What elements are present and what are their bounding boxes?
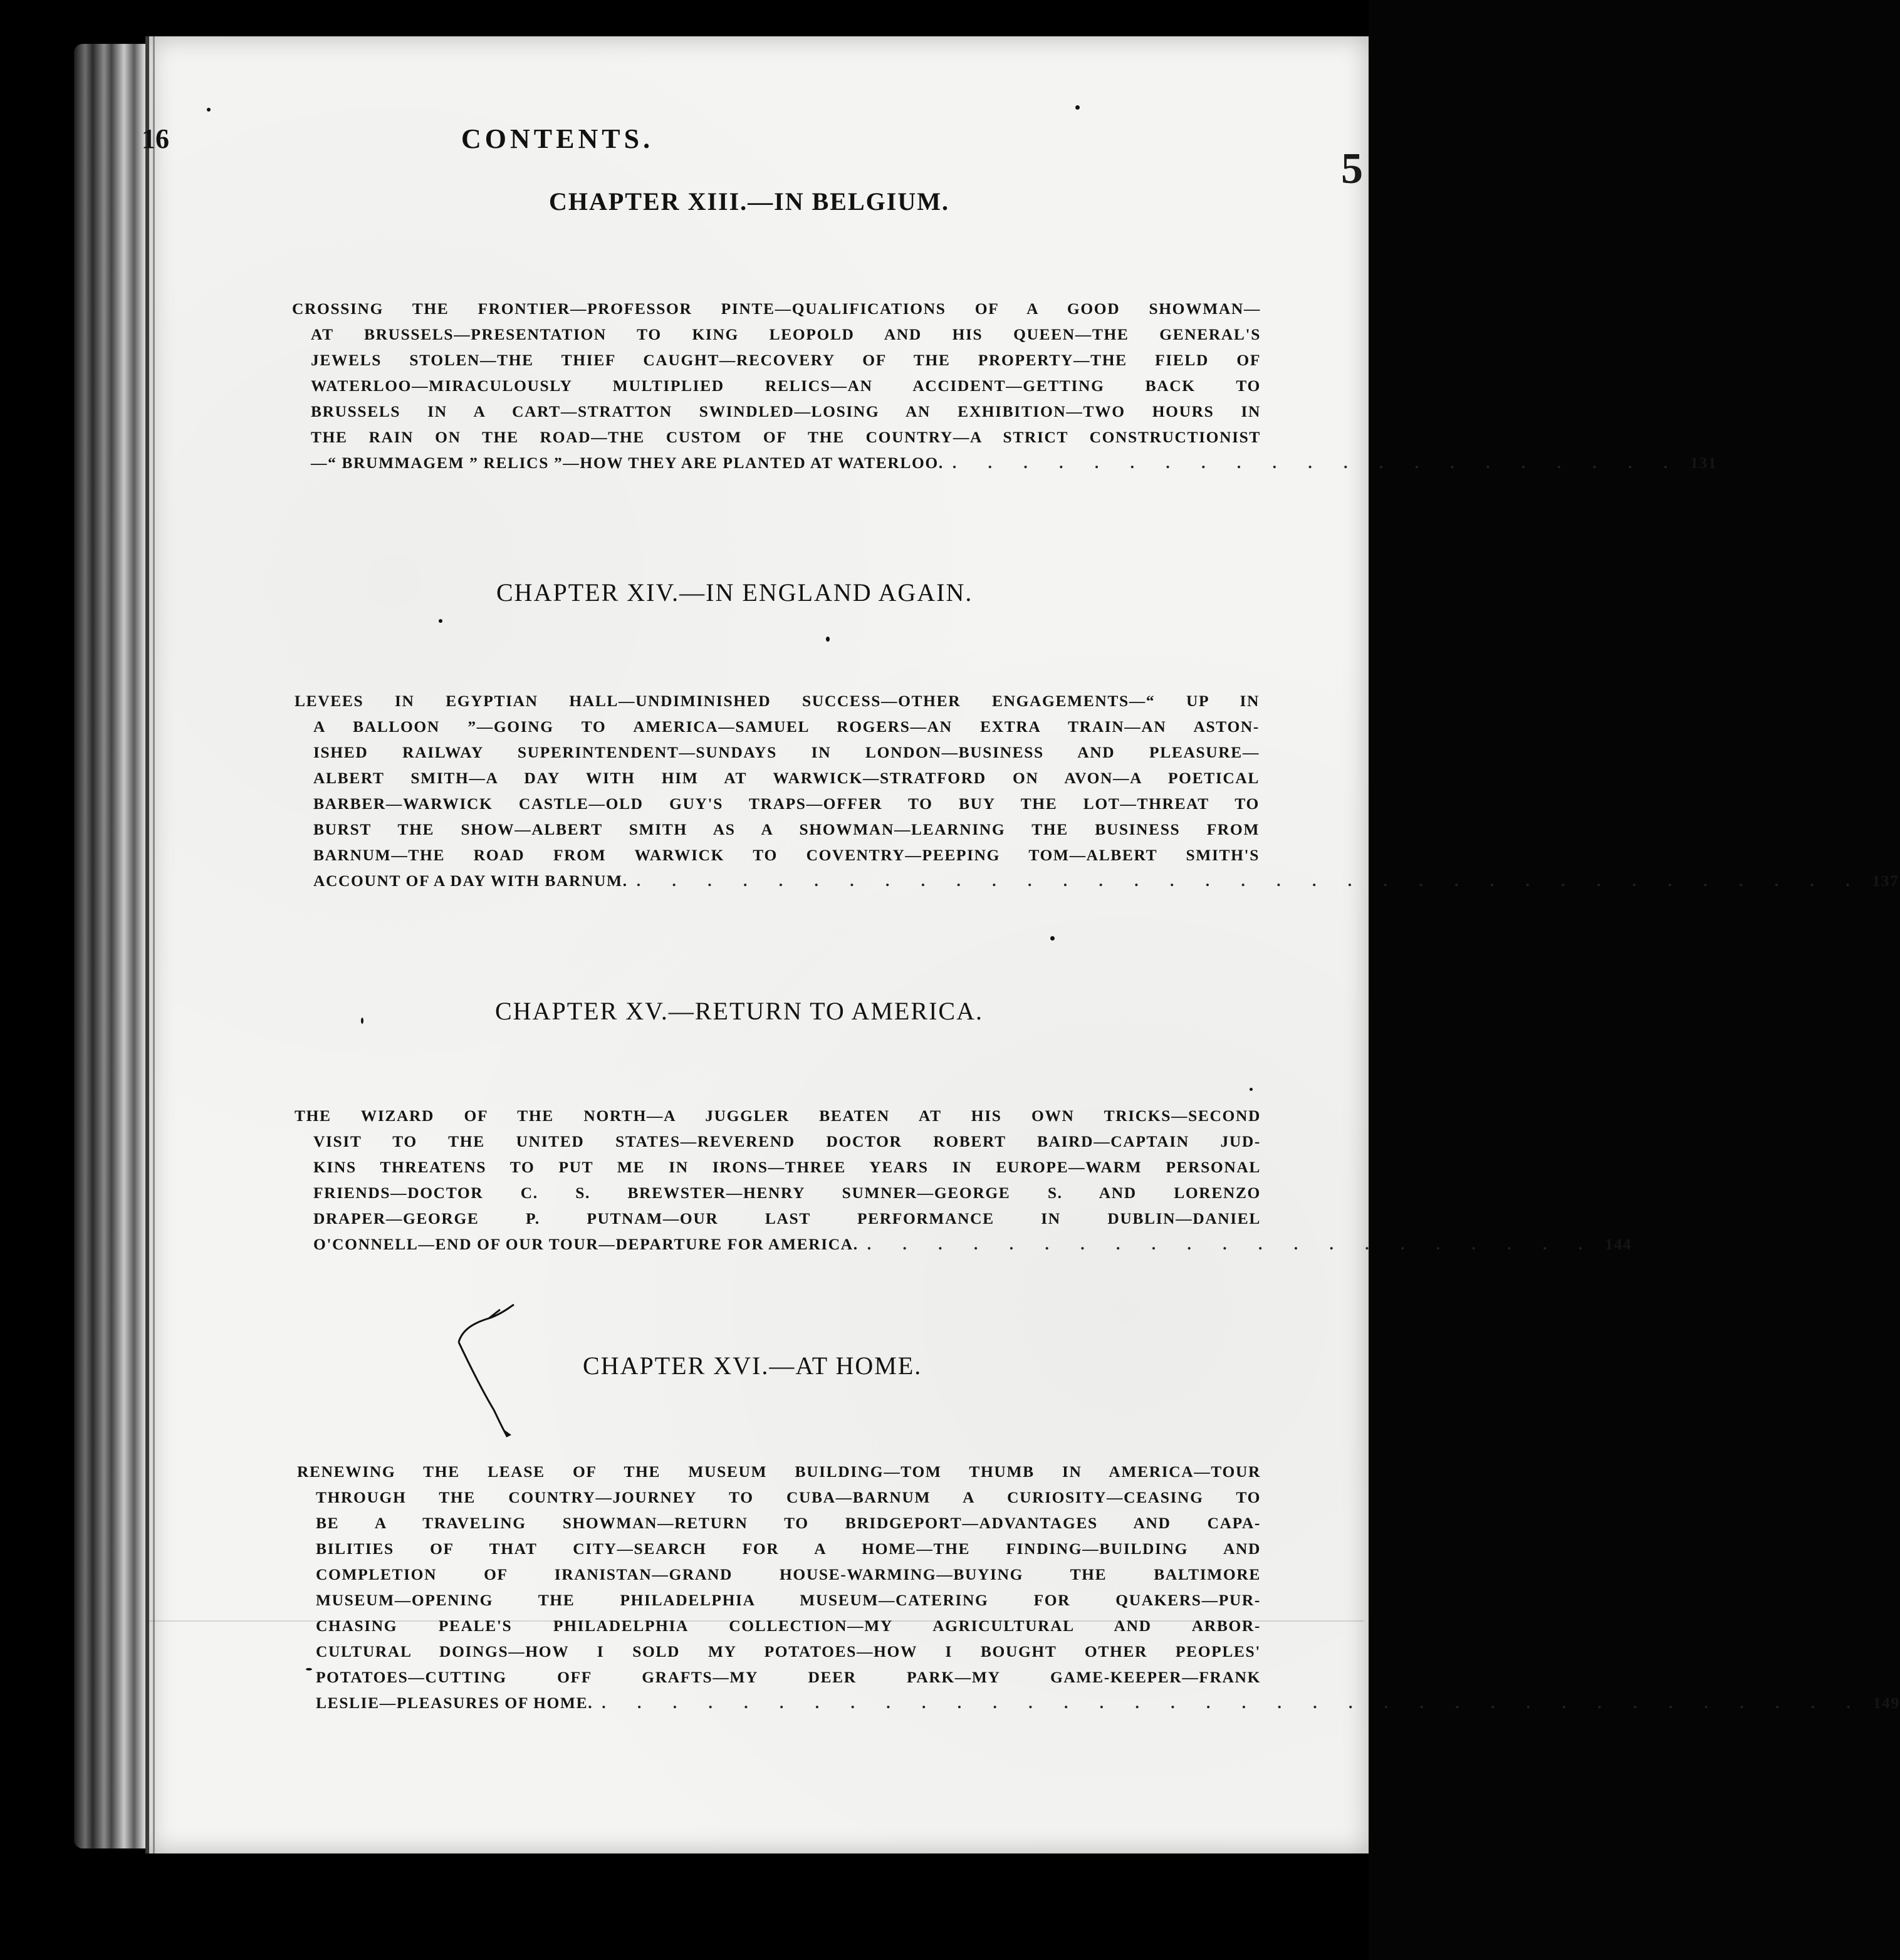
chapter-synopsis [297, 1459, 1900, 1716]
synopsis-line: THROUGH THE COUNTRY—JOURNEY TO CUBA—BARNUM A CURIOSITY—CEASING TO [316, 1488, 1261, 1506]
chapter-page-number: 131 [1690, 454, 1718, 472]
running-head: CONTENTS. [461, 123, 654, 154]
synopsis-line: WATERLOO—MIRACULOUSLY MULTIPLIED RELICS—AN ACCIDENT—GETTING BACK TO [311, 377, 1261, 395]
dot-leader: . . . . . . . . . . . . . . . . . . . . . [867, 1235, 1597, 1253]
scan-speck [306, 1668, 312, 1671]
chapter-synopsis [295, 688, 1899, 894]
scan-speck [1050, 936, 1055, 941]
page-number: 16 [142, 123, 169, 154]
synopsis-line: ISHED RAILWAY SUPERINTENDENT—SUNDAYS IN LONDON—BUSINESS AND PLEASURE— [313, 743, 1260, 761]
chapter-synopsis [295, 1103, 1632, 1257]
chapter-heading: CHAPTER XV.—RETURN TO AMERICA. [495, 997, 983, 1025]
synopsis-line: COMPLETION OF IRANISTAN—GRAND HOUSE-WARMING—BUYING THE BALTIMORE [316, 1565, 1261, 1583]
synopsis-line: A BALLOON ”—GOING TO AMERICA—SAMUEL ROGERS—AN EXTRA TRAIN—AN ASTON- [313, 717, 1260, 736]
synopsis-last-line [311, 450, 1718, 476]
synopsis-line: RENEWING THE LEASE OF THE MUSEUM BUILDING—TOM THUMB IN AMERICA—TOUR [297, 1462, 1261, 1481]
chapter-heading: CHAPTER XIV.—IN ENGLAND AGAIN. [496, 578, 973, 607]
chapter-heading: CHAPTER XIII.—IN BELGIUM. [549, 187, 949, 216]
chapter-synopsis [292, 296, 1718, 476]
synopsis-line: BILITIES OF THAT CITY—SEARCH FOR A HOME—THE FINDING—BUILDING AND [316, 1540, 1261, 1558]
synopsis-line: ALBERT SMITH—A DAY WITH HIM AT WARWICK—STRATFORD ON AVON—A POETICAL [313, 769, 1260, 787]
synopsis-line: —“ BRUMMAGEM ” RELICS ”—HOW THEY ARE PLANTED AT WATERLOO. [311, 454, 944, 472]
synopsis-line: BARBER—WARWICK CASTLE—OLD GUY'S TRAPS—OFFER TO BUY THE LOT—THREAT TO [313, 795, 1260, 813]
synopsis-last-line [316, 1690, 1900, 1716]
synopsis-line: CULTURAL DOINGS—HOW I SOLD MY POTATOES—HOW I BOUGHT OTHER PEOPLES' [316, 1642, 1261, 1660]
synopsis-line: THE WIZARD OF THE NORTH—A JUGGLER BEATEN AT HIS OWN TRICKS—SECOND [295, 1107, 1261, 1125]
scan-speck [1075, 105, 1080, 110]
synopsis-line: BE A TRAVELING SHOWMAN—RETURN TO BRIDGEPORT—ADVANTAGES AND CAPA- [316, 1514, 1261, 1532]
synopsis-line: CHASING PEALE'S PHILADELPHIA COLLECTION—MY AGRICULTURAL AND ARBOR- [316, 1617, 1261, 1635]
page-header [142, 123, 1144, 160]
synopsis-line: LESLIE—PLEASURES OF HOME. [316, 1694, 593, 1712]
chapter-page-number: 137 [1872, 872, 1899, 890]
synopsis-last-line [313, 868, 1899, 894]
dot-leader: . . . . . . . . . . . . . . . . . . . . . . . . . . . . . . . . . . . [636, 872, 1864, 890]
adjacent-page-fragment: 5 [1341, 145, 1363, 193]
synopsis-line: BURST THE SHOW—ALBERT SMITH AS A SHOWMAN—LEARNING THE BUSINESS FROM [313, 820, 1260, 838]
dot-leader: . . . . . . . . . . . . . . . . . . . . . . . . . . . . . . . . . . . . [602, 1694, 1864, 1712]
synopsis-line: BARNUM—THE ROAD FROM WARWICK TO COVENTRY—PEEPING TOM—ALBERT SMITH'S [313, 846, 1260, 864]
synopsis-line: POTATOES—CUTTING OFF GRAFTS—MY DEER PARK—MY GAME-KEEPER—FRANK [316, 1668, 1261, 1686]
synopsis-last-line [313, 1231, 1632, 1257]
chapter-page-number: 144 [1605, 1235, 1632, 1253]
chapter-heading: CHAPTER XVI.—AT HOME. [583, 1352, 922, 1380]
synopsis-line: O'CONNELL—END OF OUR TOUR—DEPARTURE FOR AMERICA. [313, 1235, 859, 1253]
synopsis-line: CROSSING THE FRONTIER—PROFESSOR PINTE—QUALIFICATIONS OF A GOOD SHOWMAN— [292, 300, 1261, 318]
scan-speck [361, 1018, 363, 1024]
synopsis-line: JEWELS STOLEN—THE THIEF CAUGHT—RECOVERY OF THE PROPERTY—THE FIELD OF [311, 351, 1261, 369]
scan-hair-mark [451, 1303, 526, 1441]
synopsis-line: KINS THREATENS TO PUT ME IN IRONS—THREE YEARS IN EUROPE—WARM PERSONAL [313, 1158, 1261, 1176]
scan-speck [1250, 1088, 1253, 1091]
synopsis-line: THE RAIN ON THE ROAD—THE CUSTOM OF THE COUNTRY—A STRICT CONSTRUCTIONIST [311, 428, 1261, 446]
scan-speck [439, 619, 442, 623]
synopsis-line: LEVEES IN EGYPTIAN HALL—UNDIMINISHED SUCCESS—OTHER ENGAGEMENTS—“ UP IN [295, 692, 1260, 710]
scan-fold-line [148, 1620, 1364, 1622]
synopsis-line: AT BRUSSELS—PRESENTATION TO KING LEOPOLD AND HIS QUEEN—THE GENERAL'S [311, 325, 1261, 343]
synopsis-line: MUSEUM—OPENING THE PHILADELPHIA MUSEUM—CATERING FOR QUAKERS—PUR- [316, 1591, 1261, 1609]
book-page-edges [74, 44, 149, 1848]
synopsis-line: DRAPER—GEORGE P. PUTNAM—OUR LAST PERFORMANCE IN DUBLIN—DANIEL [313, 1209, 1261, 1228]
synopsis-line: BRUSSELS IN A CART—STRATTON SWINDLED—LOSING AN EXHIBITION—TWO HOURS IN [311, 402, 1261, 420]
scan-speck [207, 108, 211, 112]
chapter-page-number: 149 [1872, 1694, 1900, 1712]
synopsis-line: ACCOUNT OF A DAY WITH BARNUM. [313, 872, 628, 890]
dot-leader: . . . . . . . . . . . . . . . . . . . . . [952, 454, 1682, 472]
page-gutter-line [153, 36, 155, 1853]
scan-speck [826, 637, 830, 642]
synopsis-line: VISIT TO THE UNITED STATES—REVEREND DOCTOR ROBERT BAIRD—CAPTAIN JUD- [313, 1132, 1261, 1150]
synopsis-line: FRIENDS—DOCTOR C. S. BREWSTER—HENRY SUMNER—GEORGE S. AND LORENZO [313, 1184, 1261, 1202]
